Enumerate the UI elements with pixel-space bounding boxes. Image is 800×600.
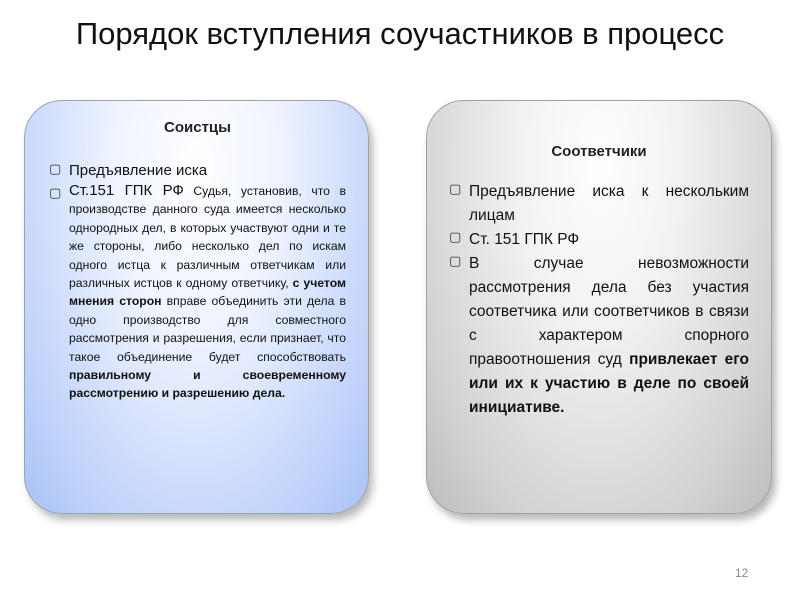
list-item-text [469,252,749,420]
article-text: Судья, установив, что в производстве данного суда имеется несколько однородных дел, в которых участвуют одни и те же стороны, либо несколько дел по искам одного истца к различным ответчикам или различных истцов к одному ответчику, [69,184,346,291]
co-plaintiffs-heading: Соистцы [164,119,231,136]
emphasis-text: правильному и своевременному рассмотрению и разрешению дела. [69,368,346,401]
list-item [449,252,749,420]
emphasis-text: с учетом мнения сторон [69,276,346,309]
co-plaintiffs-card [24,100,369,514]
list-item-text: Ст. 151 ГПК РФ [469,231,580,248]
bullet-icon: ▢ [449,182,462,197]
page-number: 12 [735,566,749,580]
co-defendants-card [426,100,772,514]
list-item-plain-text: В случае невозможности рассмотрения дела без участия соответчика или соответчиков в связи с характером спорного правоотношения суд [469,255,749,368]
bullet-icon: ▢ [49,186,62,201]
co-defendants-heading: Соответчики [551,143,647,160]
article-text: вправе объединить эти дела в одно производство для совместного рассмотрения и разрешения, если признает, что такое объединение будет способствовать [69,294,346,364]
list-item [449,180,749,228]
slide-title: Порядок вступления соучастников в процесс [75,16,725,51]
list-item [49,184,346,403]
emphasis-text: привлекает его или их к участию в деле по своей инициативе. [469,351,749,416]
article-reference: Ст.151 ГПК РФ [69,182,184,199]
list-item-text: Предъявление иска [69,162,208,179]
bullet-icon: ▢ [449,230,462,245]
list-item [449,228,749,252]
list-item-text: Предъявление иска к нескольким лицам [469,183,749,224]
article-151-text [69,182,346,403]
bullet-icon: ▢ [449,254,462,269]
list-item [49,160,346,182]
bullet-icon: ▢ [49,162,62,177]
